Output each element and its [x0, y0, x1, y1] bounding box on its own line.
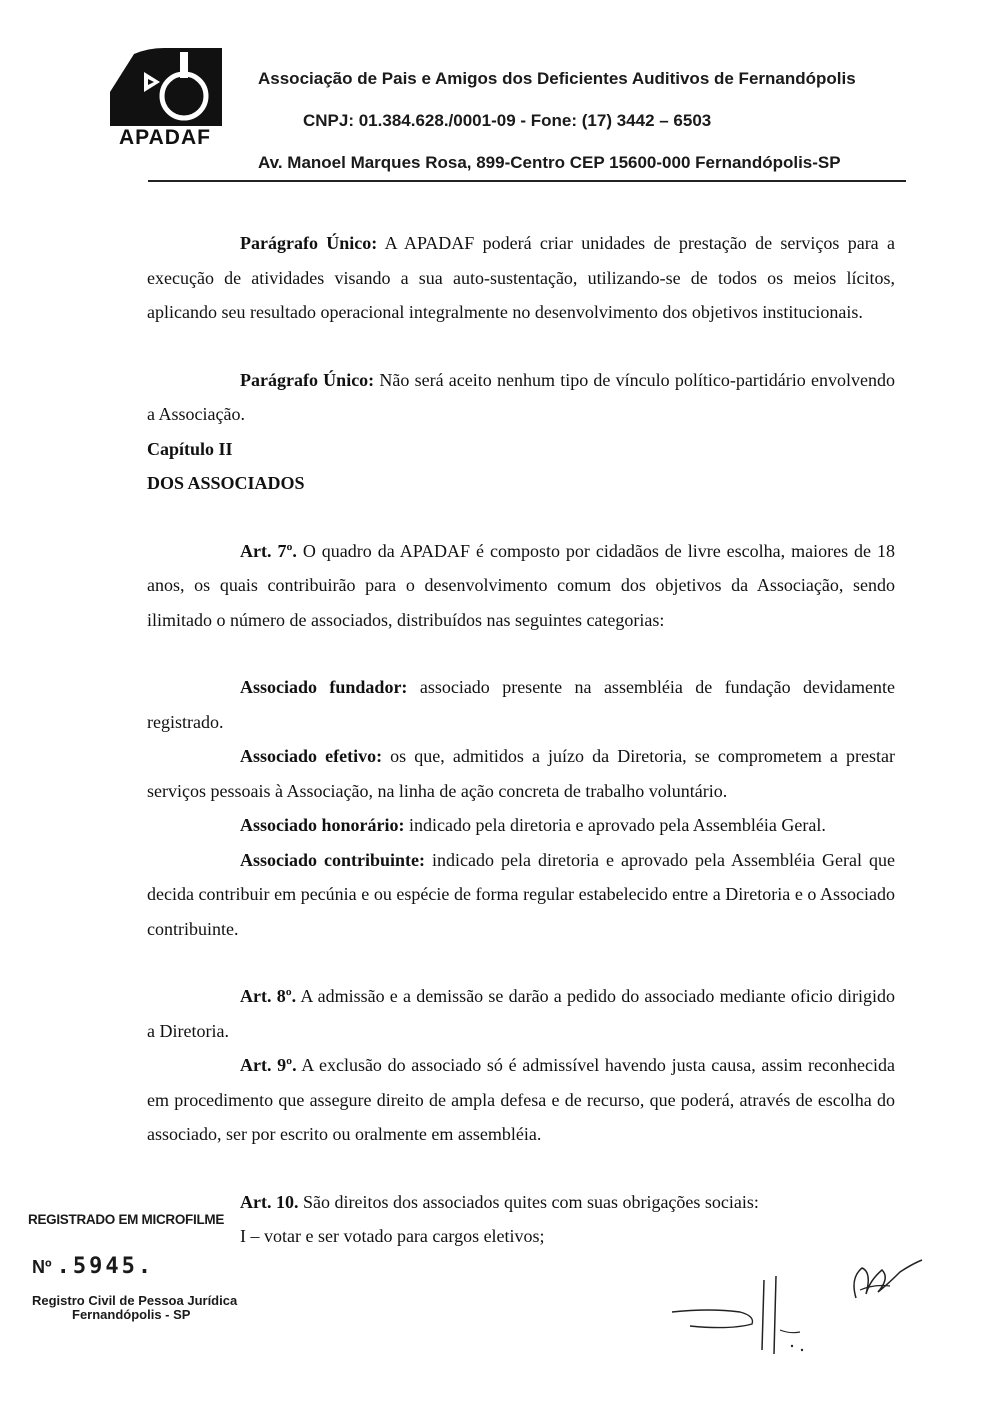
stamp-registry [32, 1294, 237, 1322]
stamp-registry-line1: Registro Civil de Pessoa Jurídica [32, 1293, 238, 1308]
article-lead: Art. 10. [240, 1191, 299, 1212]
category-effective [147, 739, 895, 808]
chapter-title: DOS ASSOCIADOS [147, 473, 305, 493]
article-lead: Art. 7º. [240, 540, 297, 561]
category-lead: Associado efetivo: [240, 746, 383, 766]
paragraph-unico-2 [147, 363, 895, 432]
article-lead: Art. 8º. [240, 986, 297, 1006]
article-text: O quadro da APADAF é composto por cidadãos de livre escolha, maiores de 18 anos, os quais contribuirão para o desenvolvimento comum dos objetivos da Associação, sendo ilimitado o número de associados, distribuídos nas seguintes categorias: [147, 540, 895, 630]
article-8 [147, 979, 895, 1048]
article-7 [147, 534, 895, 638]
signature-marks-icon [660, 1250, 930, 1360]
category-text: os que, admitidos a juízo da Diretoria, se comprometem a prestar serviços pessoais à Associação, na linha de ação concreta de trabalho voluntário. [147, 746, 895, 801]
stamp-number-value: .5945. [56, 1254, 155, 1279]
category-text: indicado pela diretoria e aprovado pela Assembléia Geral. [404, 815, 826, 835]
paragraph-lead: Parágrafo Único: [240, 233, 378, 253]
category-text: associado presente na assembléia de fundação devidamente registrado. [147, 677, 896, 732]
cnpj-line: CNPJ: 01.384.628./0001-09 - Fone: (17) 3442 – 6503 [303, 111, 712, 130]
stamp-title: REGISTRADO EM MICROFILME [28, 1212, 225, 1227]
logo-text: APADAF [119, 126, 211, 149]
paragraph-text: A APADAF poderá criar unidades de prestação de serviços para a execução de atividades visando a sua auto-sustentação, utilizando-se de todos os meios lícitos, aplicando seu resultado operacional integralmente no desenvolvimento dos objetivos institucionais. [147, 233, 895, 322]
article-lead: Art. 9º. [240, 1055, 297, 1075]
category-lead: Associado contribuinte: [240, 849, 426, 870]
paragraph-lead: Parágrafo Único: [240, 369, 375, 390]
article-text: São direitos dos associados quites com suas obrigações sociais: [298, 1191, 759, 1212]
category-founder [147, 670, 895, 739]
article-10 [147, 1185, 895, 1220]
stamp-number-label: Nº [32, 1257, 52, 1277]
microfilm-stamp [28, 1212, 248, 1322]
paragraph-unico-1 [147, 226, 895, 330]
category-contributor [147, 843, 895, 947]
address-line: Av. Manoel Marques Rosa, 899-Centro CEP 15600-000 Fernandópolis-SP [258, 153, 841, 172]
article-10-item-1: I – votar e ser votado para cargos eletivos; [240, 1226, 545, 1246]
category-honorary [147, 808, 895, 843]
stamp-number [32, 1254, 154, 1279]
category-text: indicado pela diretoria e aprovado pela Assembléia Geral que decida contribuir em pecúnia e ou espécie de forma regular estabelecido entre a Diretoria e o Associado contribuinte. [147, 849, 895, 939]
stamp-registry-line2: Fernandópolis - SP [72, 1307, 191, 1322]
article-9 [147, 1048, 895, 1152]
article-text: A admissão e a demissão se darão a pedido do associado mediante oficio dirigido a Diretoria. [147, 986, 895, 1041]
document-body [147, 226, 895, 1254]
header-divider [148, 180, 906, 182]
category-lead: Associado fundador: [240, 677, 408, 697]
chapter-number: Capítulo II [147, 438, 233, 459]
org-name: Associação de Pais e Amigos dos Deficientes Auditivos de Fernandópolis [258, 69, 856, 88]
paragraph-text: Não será aceito nenhum tipo de vínculo político-partidário envolvendo a Associação. [147, 369, 895, 424]
article-text: A exclusão do associado só é admissível havendo justa causa, assim reconhecida em procedimento que assegure direito de ampla defesa e de recurso, que poderá, através de escolha do associado, ser por escrito ou oralmente em assembléia. [147, 1055, 895, 1144]
category-lead: Associado honorário: [240, 815, 405, 835]
